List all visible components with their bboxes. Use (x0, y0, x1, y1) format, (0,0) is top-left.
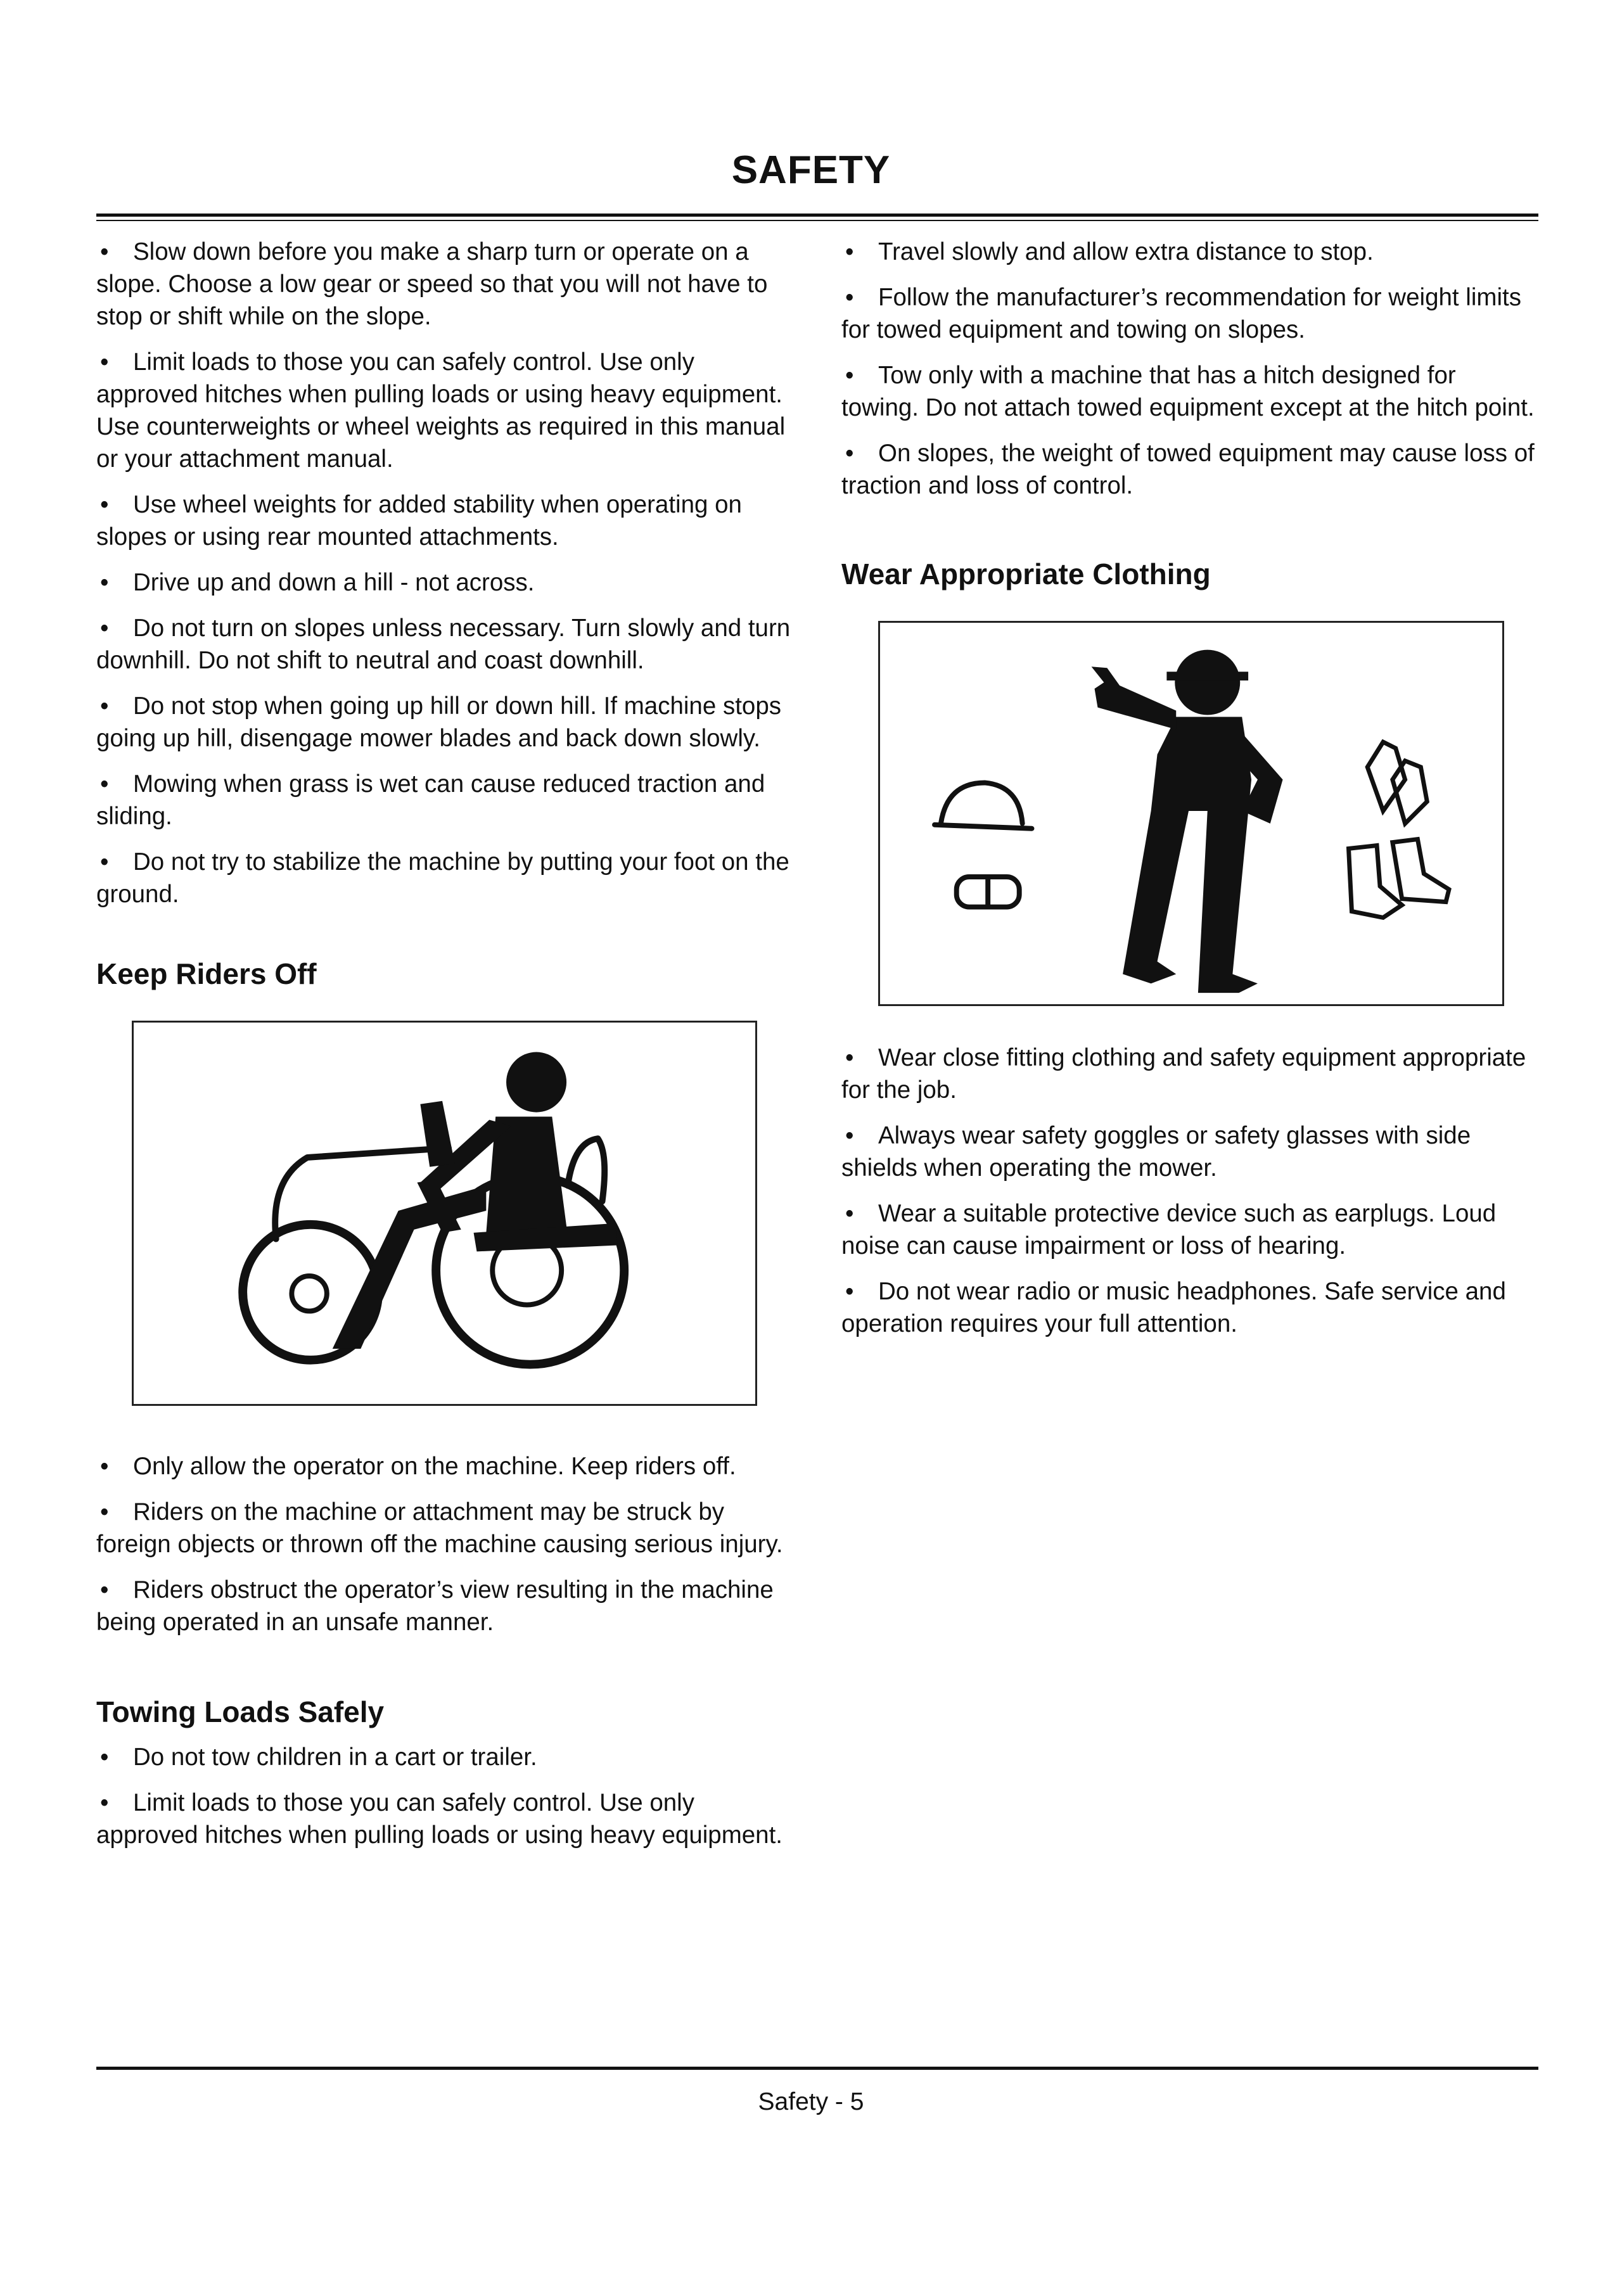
bullet-text: Always wear safety goggles or safety glasses with side shields when operating the mower. (841, 1122, 1471, 1182)
bullet-glyph: • (845, 1122, 854, 1149)
bullet-item (841, 1197, 1538, 1262)
bullet-glyph: • (845, 1200, 854, 1227)
bullet-glyph: • (845, 440, 854, 467)
protective-clothing-illustration (878, 621, 1504, 1006)
goggles-icon (957, 877, 1019, 907)
bullet-glyph: • (100, 848, 109, 876)
bullet-glyph: • (100, 1789, 109, 1816)
bullet-item (96, 690, 800, 755)
bullet-item (96, 1574, 800, 1638)
page-title: SAFETY (731, 148, 891, 192)
right-column (841, 236, 1538, 1353)
hard-hat-icon (935, 782, 1031, 828)
bullet-text: Use wheel weights for added stability when operating on slopes or using rear mounted attachments. (96, 491, 742, 551)
bullet-glyph: • (100, 692, 109, 720)
bullet-item (841, 359, 1538, 424)
bullet-glyph: • (100, 615, 109, 642)
bullet-glyph: • (845, 238, 854, 265)
bullet-text: Mowing when grass is wet can cause reduced traction and sliding. (96, 770, 765, 830)
bullet-glyph: • (100, 1744, 109, 1771)
bullet-item (841, 1042, 1538, 1106)
bullet-text: Travel slowly and allow extra distance to stop. (878, 238, 1374, 265)
bullet-glyph: • (100, 770, 109, 798)
bullet-item (96, 346, 800, 475)
left-column (96, 236, 800, 1865)
bullet-item (96, 846, 800, 910)
bullet-glyph: • (100, 1498, 109, 1526)
bullet-item (96, 1450, 800, 1483)
bullet-text: Wear a suitable protective device such as earplugs. Loud noise can cause impairment or loss of hearing. (841, 1200, 1497, 1260)
section-heading-keep-riders-off: Keep Riders Off (96, 957, 317, 990)
header-rule-thick (96, 214, 1538, 217)
bullet-item (96, 768, 800, 832)
bullet-text: Do not tow children in a cart or trailer. (133, 1744, 537, 1771)
rider-on-tractor-illustration (132, 1021, 757, 1406)
bullet-text: Do not wear radio or music headphones. Safe service and operation requires your full attention. (841, 1278, 1506, 1337)
towing-limit-bullets (841, 236, 1538, 502)
header-rule-thin (96, 220, 1538, 221)
bullet-item (96, 236, 800, 333)
clothing-bullets (841, 1042, 1538, 1340)
bullet-item (96, 566, 800, 599)
bullet-text: Limit loads to those you can safely control. Use only approved hitches when pulling loads or using heavy equipment. Use counterweights or wheel weights as required in this manual or your attachment manual. (96, 348, 786, 473)
section-heading-towing-loads-safely: Towing Loads Safely (96, 1695, 385, 1728)
bullet-text: Only allow the operator on the machine. Keep riders off. (133, 1453, 736, 1480)
slope-bullets (96, 236, 800, 910)
bullet-text: Slow down before you make a sharp turn or operate on a slope. Choose a low gear or speed so that you will not have to stop or shift while on the slope. (96, 238, 768, 330)
bullet-text: Follow the manufacturer’s recommendation for weight limits for towed equipment and towing on slopes. (841, 284, 1521, 343)
bullet-glyph: • (845, 1044, 854, 1071)
bullet-item (841, 1275, 1538, 1340)
bullet-glyph: • (845, 362, 854, 389)
bullet-item (841, 437, 1538, 502)
bullet-item (96, 1496, 800, 1560)
gloves-icon (1367, 742, 1427, 824)
bullet-item (841, 1119, 1538, 1184)
bullet-glyph: • (100, 569, 109, 596)
bullet-text: Do not try to stabilize the machine by putting your foot on the ground. (96, 848, 789, 908)
bullet-glyph: • (100, 348, 109, 376)
riders-bullets (96, 1450, 800, 1638)
section-heading-wear-appropriate-clothing: Wear Appropriate Clothing (841, 558, 1211, 590)
bullet-glyph: • (845, 284, 854, 311)
bullet-text: Riders on the machine or attachment may be struck by foreign objects or thrown off the machine causing serious injury. (96, 1498, 783, 1558)
bullet-glyph: • (100, 1453, 109, 1480)
bullet-item (841, 281, 1538, 346)
bullet-glyph: • (100, 1576, 109, 1604)
bullet-glyph: • (100, 491, 109, 518)
page-footer: Safety - 5 (758, 2088, 864, 2115)
footer-rule (96, 2067, 1538, 2070)
bullet-glyph: • (100, 238, 109, 265)
bullet-glyph: • (845, 1278, 854, 1305)
bullet-text: Riders obstruct the operator’s view resulting in the machine being operated in an unsafe manner. (96, 1576, 774, 1636)
bullet-text: Limit loads to those you can safely control. Use only approved hitches when pulling loads or using heavy equipment. (96, 1789, 782, 1849)
bullet-item (96, 612, 800, 677)
boots-icon (1349, 839, 1449, 918)
tractor-svg (134, 1023, 755, 1404)
bullet-text: Do not stop when going up hill or down hill. If machine stops going up hill, disengage mower blades and back down slowly. (96, 692, 781, 752)
bullet-text: Tow only with a machine that has a hitch designed for towing. Do not attach towed equipment except at the hitch point. (841, 362, 1535, 421)
bullet-item (96, 1787, 800, 1851)
bullet-text: Do not turn on slopes unless necessary. Turn slowly and turn downhill. Do not shift to neutral and coast downhill. (96, 615, 791, 674)
bullet-text: On slopes, the weight of towed equipment may cause loss of traction and loss of control. (841, 440, 1535, 499)
bullet-item (96, 488, 800, 553)
bullet-item (841, 236, 1538, 268)
bullet-text: Wear close fitting clothing and safety equipment appropriate for the job. (841, 1044, 1526, 1104)
bullet-text: Drive up and down a hill - not across. (133, 569, 535, 596)
towing-bullets (96, 1741, 800, 1851)
bullet-item (96, 1741, 800, 1773)
worker-figure (1092, 650, 1283, 993)
